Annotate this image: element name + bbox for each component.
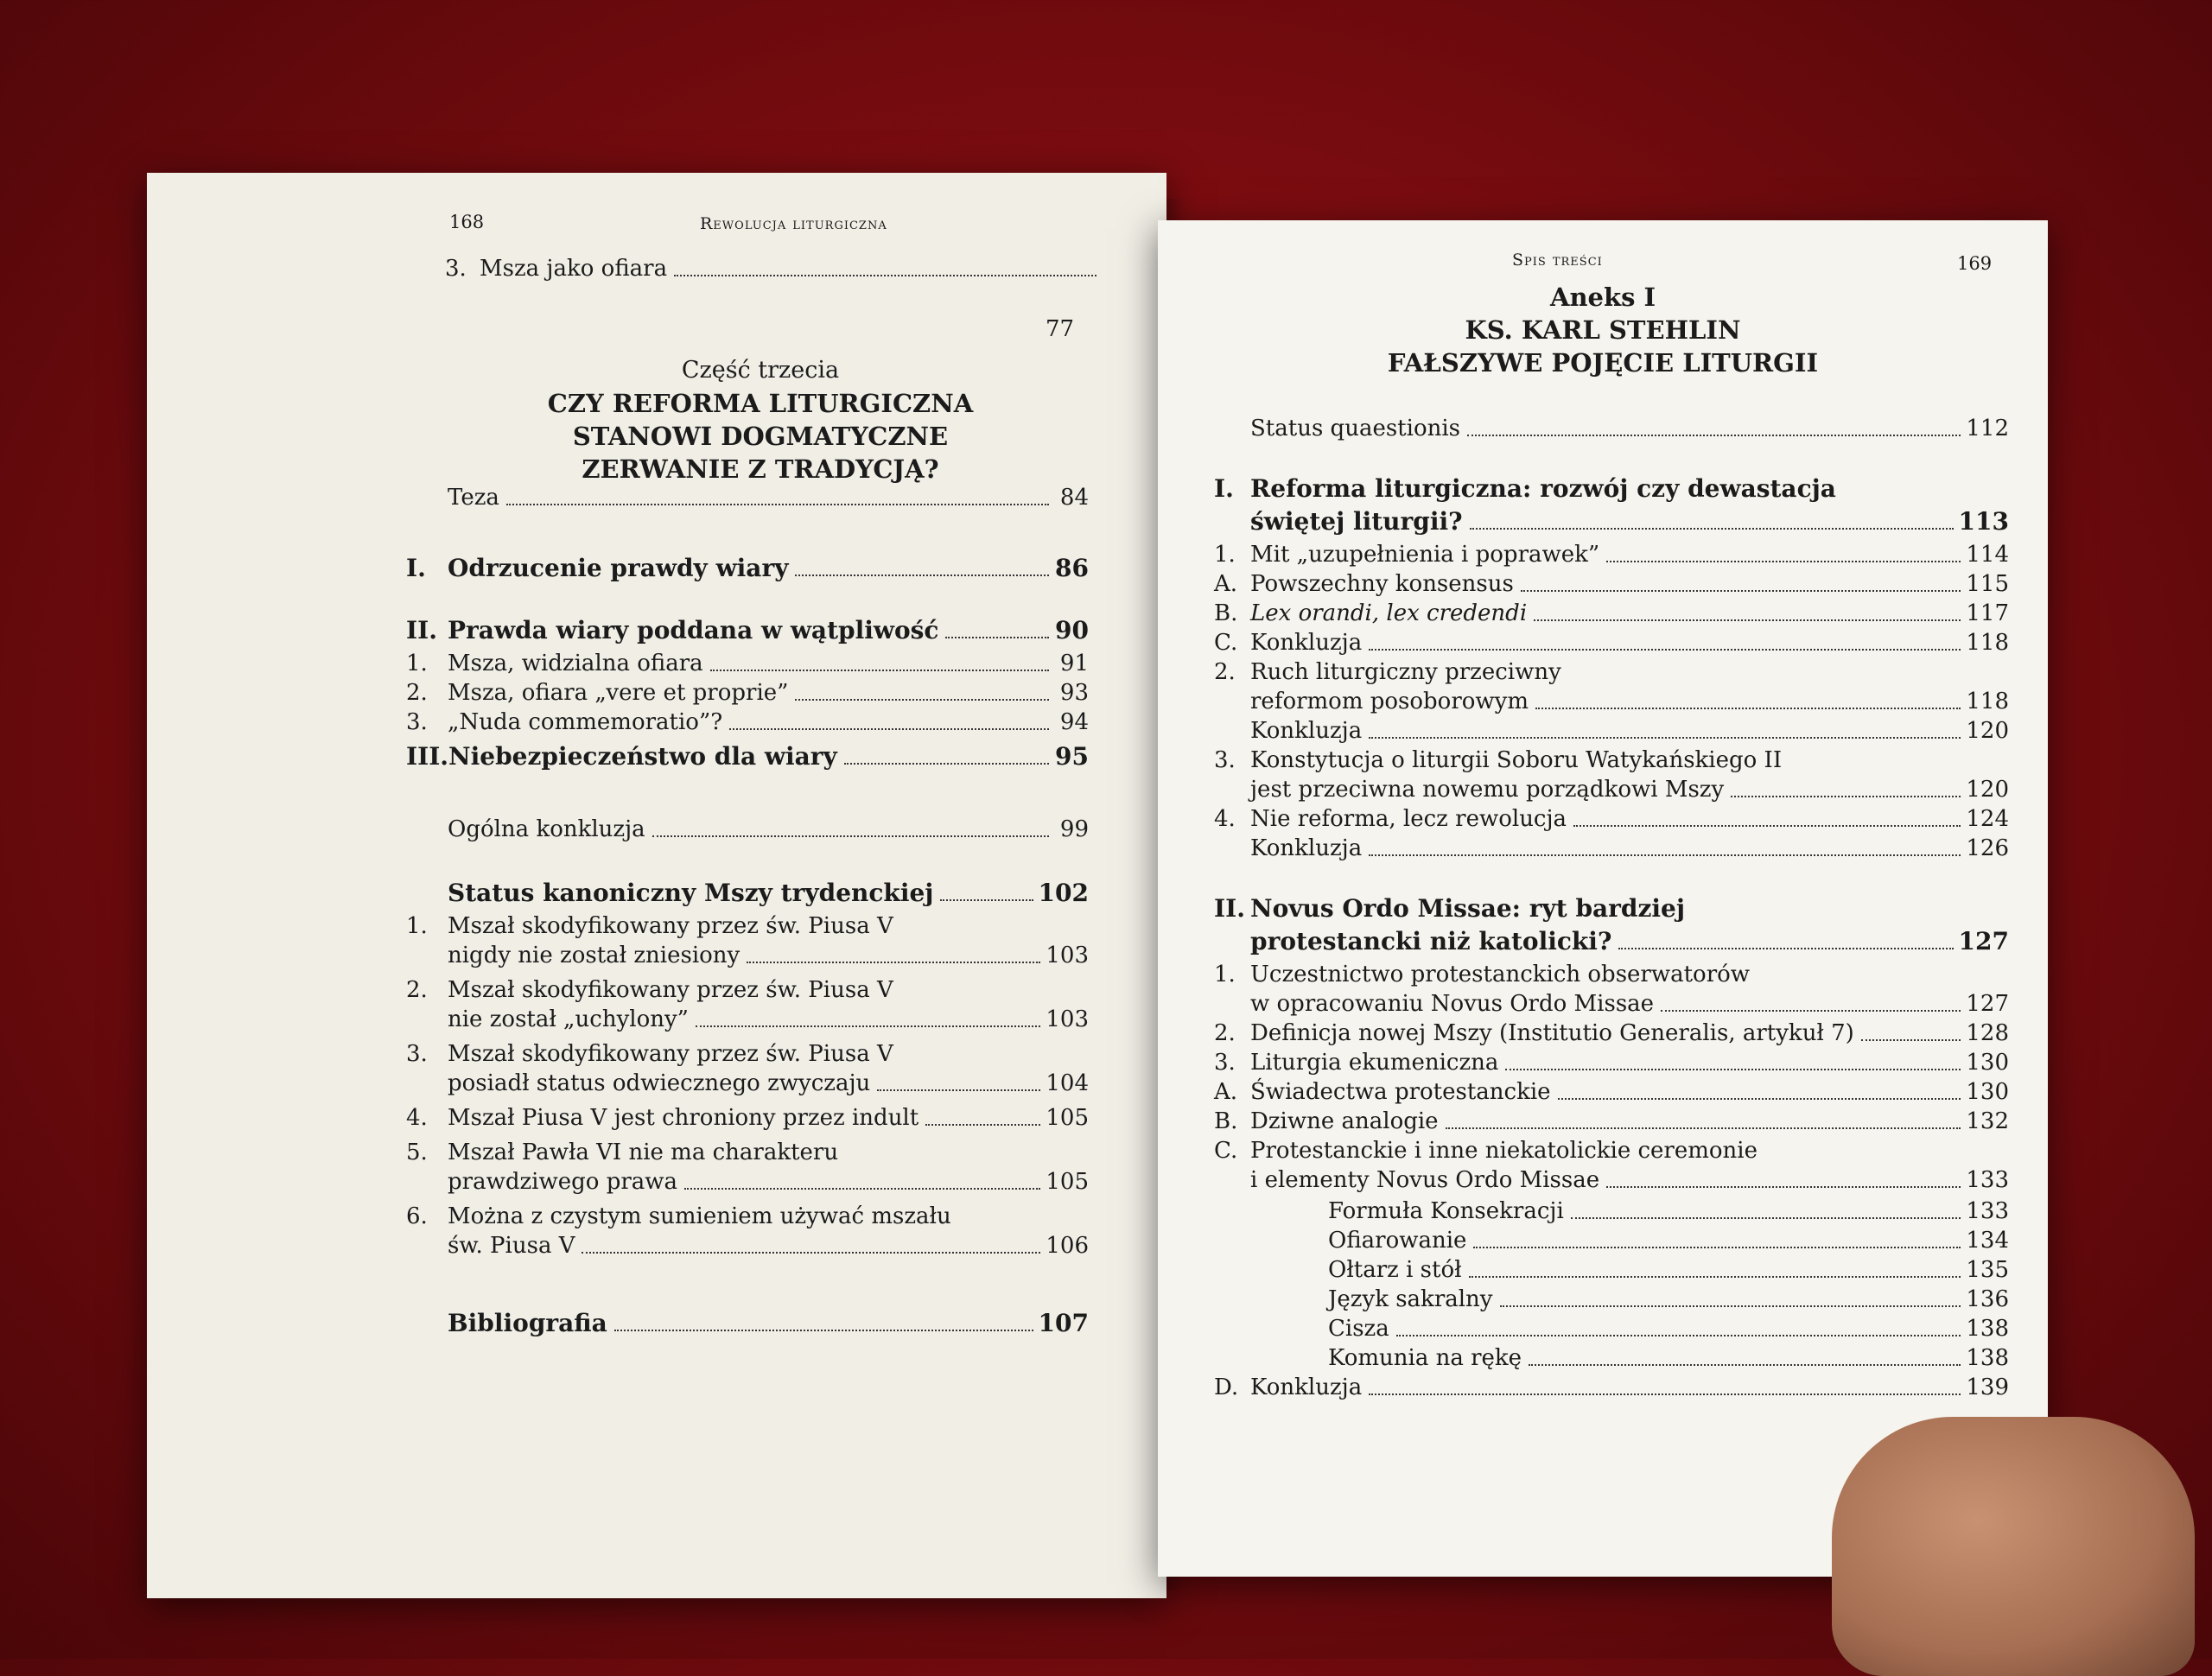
toc-entry-title: Niebezpieczeństwo dla wiary [448, 742, 837, 771]
toc-entry-page: 136 [1966, 1286, 2009, 1312]
toc-entry-title: jest przeciwna nowemu porządkowi Mszy [1250, 777, 1725, 803]
toc-entry-title: Novus Ordo Missae: ryt bardziej [1250, 894, 1685, 923]
toc-entry-page: 118 [1966, 630, 2009, 656]
right-running-head: Spis treści [1512, 251, 1603, 270]
leader-dots [1473, 1247, 1961, 1248]
leader-dots [1469, 1276, 1961, 1278]
toc-entry-number: 3. [406, 1041, 428, 1067]
toc-entry-title: Ruch liturgiczny przeciwny [1250, 659, 1561, 685]
toc-entry-title: Komunia na rękę [1328, 1345, 1522, 1371]
toc-entry[interactable] [1214, 928, 2009, 955]
toc-entry-title: Powszechny konsensus [1250, 571, 1514, 597]
toc-entry-page: 139 [1966, 1374, 2009, 1400]
toc-entry-number: 2. [1214, 659, 1236, 685]
toc-entry[interactable] [1214, 629, 2009, 657]
toc-entry-line [1214, 895, 1685, 923]
toc-entry-page: 133 [1966, 1198, 2009, 1224]
toc-entry-title: Mit „uzupełnienia i poprawek” [1250, 542, 1600, 568]
toc-entry-page: 105 [1046, 1105, 1089, 1131]
leader-dots [1396, 1335, 1961, 1336]
toc-entry[interactable] [1214, 1166, 2009, 1194]
toc-entry-page: 91 [1059, 651, 1089, 676]
toc-entry-line [1214, 746, 1782, 774]
toc-entry[interactable] [1214, 1049, 2009, 1076]
leader-dots [1369, 1393, 1961, 1395]
toc-entry-title: Mszał Piusa V jest chroniony przez indult [448, 1105, 919, 1131]
toc-entry-page: 113 [1958, 507, 2009, 536]
toc-entry[interactable] [406, 879, 1089, 907]
toc-entry[interactable] [1292, 1227, 2009, 1254]
toc-entry-number: II. [1214, 894, 1245, 923]
toc-entry-page: 138 [1966, 1316, 2009, 1342]
toc-entry[interactable] [1214, 990, 2009, 1018]
toc-entry[interactable] [1214, 415, 2009, 442]
toc-entry-line [406, 1139, 838, 1166]
toc-entry-title: Cisza [1328, 1316, 1389, 1342]
toc-entry-title: Ołtarz i stół [1328, 1257, 1462, 1283]
leader-dots [710, 670, 1049, 671]
toc-entry-title: i elementy Novus Ordo Missae [1250, 1167, 1600, 1193]
toc-entry[interactable] [1214, 508, 2009, 536]
toc-entry-page: 135 [1966, 1257, 2009, 1283]
leader-dots [1467, 435, 1961, 436]
leader-dots [729, 728, 1049, 730]
leader-dots [1618, 948, 1953, 949]
leader-dots [747, 962, 1040, 963]
toc-entry-line [1214, 961, 1750, 988]
toc-entry-page: 103 [1046, 943, 1089, 968]
toc-entry-title: Status kanoniczny Mszy trydenckiej [448, 879, 934, 907]
toc-entry-title: Świadectwa protestanckie [1250, 1079, 1551, 1105]
toc-entry[interactable] [1214, 717, 2009, 745]
toc-entry-line [406, 912, 893, 940]
toc-entry[interactable] [406, 484, 1089, 511]
toc-entry[interactable] [406, 1232, 1089, 1260]
toc-entry[interactable] [1214, 1078, 2009, 1106]
toc-entry-title: w opracowaniu Novus Ordo Missae [1250, 991, 1655, 1017]
toc-entry[interactable] [406, 1310, 1089, 1337]
toc-entry-page: 138 [1966, 1345, 2009, 1371]
toc-entry-title: Konkluzja [1250, 1374, 1363, 1400]
right-page [1158, 220, 2048, 1577]
toc-entry-number: 3. [1214, 747, 1236, 773]
toc-entry-title: Protestanckie i inne niekatolickie ceremonie [1250, 1138, 1758, 1164]
toc-entry-title: Konkluzja [1250, 718, 1363, 744]
toc-entry-page: 130 [1966, 1050, 2009, 1076]
toc-entry-title: Status quaestionis [1250, 416, 1461, 441]
toc-entry-title: Mszał Pawła VI nie ma charakteru [448, 1140, 839, 1165]
toc-entry-line [406, 1203, 951, 1230]
toc-entry-title: Bibliografia [448, 1309, 607, 1337]
toc-entry-page: 84 [1059, 485, 1089, 511]
toc-entry-number: 1. [1214, 962, 1236, 987]
leader-dots [1606, 1186, 1961, 1188]
toc-entry[interactable] [406, 942, 1089, 969]
toc-entry-line [406, 1040, 893, 1068]
toc-entry-line [1214, 658, 1561, 686]
leader-dots [1731, 796, 1961, 797]
toc-entry-title: reformom posoborowym [1250, 689, 1529, 714]
toc-entry-number: I. [1214, 474, 1234, 503]
toc-entry[interactable] [406, 743, 1089, 771]
toc-entry-number: III. [406, 742, 449, 771]
toc-entry[interactable] [1214, 570, 2009, 598]
toc-entry-page: 128 [1966, 1020, 2009, 1046]
toc-entry-title: Ofiarowanie [1328, 1228, 1467, 1254]
right-page-number: 169 [1957, 253, 1993, 274]
toc-entry-page: 127 [1966, 991, 2009, 1017]
leader-dots [877, 1089, 1040, 1091]
toc-entry-title: Reforma liturgiczna: rozwój czy dewastacja [1250, 474, 1836, 503]
toc-entry[interactable] [1214, 776, 2009, 803]
toc-entry[interactable] [1214, 805, 2009, 833]
toc-entry-number: C. [1214, 630, 1238, 656]
toc-entry-title: Nie reforma, lecz rewolucja [1250, 806, 1567, 832]
toc-entry-number: 1. [1214, 542, 1236, 568]
toc-entry-number: 6. [406, 1203, 428, 1229]
toc-entry-page: 120 [1966, 718, 2009, 744]
part-heading: Część trzecia CZY REFORMA LITURGICZNA STANOWI DOGMATYCZNE ZERWANIE Z TRADYCJĄ? [547, 357, 974, 484]
toc-entry-page: 93 [1059, 680, 1089, 706]
left-page [147, 173, 1166, 1598]
toc-entry-title: Konkluzja [1250, 630, 1363, 656]
toc-entry-title: Definicja nowej Mszy (Institutio Generalis, artykuł 7) [1250, 1020, 1854, 1046]
toc-entry-title: protestancki niż katolicki? [1250, 927, 1612, 955]
toc-entry-page: 103 [1046, 1006, 1089, 1032]
toc-entry-title: Msza, ofiara „vere et proprie” [448, 680, 789, 706]
toc-entry-page: 99 [1059, 816, 1089, 842]
leader-dots [1535, 708, 1961, 709]
leader-dots [1521, 590, 1961, 592]
toc-entry-title: Msza, widzialna ofiara [448, 651, 703, 676]
toc-entry[interactable] [406, 679, 1089, 707]
toc-entry-title: św. Piusa V [448, 1233, 575, 1259]
toc-entry-title: świętej liturgii? [1250, 507, 1463, 536]
toc-entry-title: Mszał skodyfikowany przez św. Piusa V [448, 977, 893, 1003]
toc-entry-page: 102 [1038, 879, 1089, 907]
toc-entry-number: 1. [406, 913, 428, 939]
toc-entry-title: Konkluzja [1250, 835, 1363, 861]
leader-dots [844, 763, 1049, 765]
toc-entry-line [1214, 1137, 1758, 1165]
toc-entry-number: 2. [1214, 1020, 1236, 1046]
left-page-number: 168 [449, 212, 485, 232]
toc-entry[interactable] [1214, 1108, 2009, 1135]
toc-entry-page: 86 [1055, 554, 1089, 582]
toc-entry-page: 134 [1966, 1228, 2009, 1254]
toc-entry-page: 114 [1966, 542, 2009, 568]
leader-dots [925, 1124, 1040, 1126]
toc-entry-number: 2. [406, 977, 428, 1003]
toc-entry-number: 4. [406, 1105, 428, 1131]
toc-entry-page: 117 [1966, 600, 2009, 626]
toc-entry-number: 2. [406, 680, 428, 706]
toc-entry-title: prawdziwego prawa [448, 1169, 678, 1195]
toc-entry[interactable] [1292, 1344, 2009, 1372]
toc-entry-page: 120 [1966, 777, 2009, 803]
toc-entry[interactable] [406, 1006, 1089, 1033]
toc-entry[interactable] [1214, 835, 2009, 862]
toc-entry-title: Ogólna konkluzja [448, 816, 645, 842]
toc-entry-page: 130 [1966, 1079, 2009, 1105]
toc-entry-title: Teza [448, 485, 499, 511]
toc-entry-number: 1. [406, 651, 428, 676]
toc-entry-number: 3. [406, 709, 428, 735]
toc-entry-page: 106 [1046, 1233, 1089, 1259]
leader-dots [1505, 1069, 1961, 1070]
toc-entry[interactable] [1292, 1256, 2009, 1284]
toc-entry-title: Dziwne analogie [1250, 1108, 1439, 1134]
toc-entry-title: Lex orandi, lex credendi [1250, 600, 1528, 626]
toc-entry-number: II. [406, 616, 437, 644]
annex-heading: Aneks I KS. KARL STEHLIN FAŁSZYWE POJĘCIE LITURGII [1387, 283, 1819, 378]
toc-entry-title: nie został „uchylony” [448, 1006, 689, 1032]
leader-dots [1470, 528, 1954, 530]
toc-entry[interactable] [406, 708, 1089, 736]
toc-entry-page: 107 [1038, 1309, 1089, 1337]
leader-dots [1529, 1364, 1961, 1366]
leader-dots [1534, 619, 1961, 621]
toc-entry-page: 112 [1966, 416, 2009, 441]
toc-entry-title: posiadł status odwiecznego zwyczaju [448, 1070, 871, 1096]
toc-entry[interactable] [406, 650, 1089, 677]
hand-thumb [1832, 1417, 2195, 1676]
toc-entry-title: Odrzucenie prawdy wiary [448, 554, 789, 582]
toc-entry-title: Mszał skodyfikowany przez św. Piusa V [448, 913, 893, 939]
toc-entry-number: A. [1214, 1079, 1238, 1105]
toc-entry-title: „Nuda commemoratio”? [448, 709, 723, 735]
leader-dots [945, 637, 1049, 638]
toc-entry[interactable] [1214, 1374, 2009, 1401]
leader-dots [696, 1025, 1040, 1027]
toc-entry-page: 133 [1966, 1167, 2009, 1193]
toc-entry-number: 4. [1214, 806, 1236, 832]
toc-entry-line [1214, 475, 1836, 503]
leader-dots [1369, 649, 1961, 651]
toc-entry-title: Uczestnictwo protestanckich obserwatorów [1250, 962, 1751, 987]
toc-entry-title: Prawda wiary poddana w wątpliwość [448, 616, 939, 644]
leader-dots [1446, 1127, 1961, 1129]
leader-dots [506, 504, 1049, 505]
toc-entry-title: Można z czystym sumieniem używać mszału [448, 1203, 951, 1229]
leader-dots [1500, 1305, 1961, 1307]
toc-entry-number: B. [1214, 600, 1238, 626]
leader-dots [1573, 825, 1961, 827]
toc-entry-page: 126 [1966, 835, 2009, 861]
toc-entry-page: 132 [1966, 1108, 2009, 1134]
leader-dots [1861, 1039, 1961, 1041]
toc-entry-title: Mszał skodyfikowany przez św. Piusa V [448, 1041, 893, 1067]
toc-entry-number: 3. [1214, 1050, 1236, 1076]
toc-entry-page: 94 [1059, 709, 1089, 735]
leader-dots [582, 1252, 1040, 1254]
toc-entry[interactable]: 3. Msza jako ofiara [445, 255, 1102, 283]
toc-entry[interactable] [1214, 541, 2009, 568]
toc-entry-page: 95 [1055, 742, 1089, 771]
leader-dots [1571, 1217, 1961, 1219]
toc-entry[interactable] [406, 1168, 1089, 1196]
toc-entry-page: 118 [1966, 689, 2009, 714]
toc-entry-page: 115 [1966, 571, 2009, 597]
leader-dots [1661, 1010, 1961, 1012]
toc-entry-title: Liturgia ekumeniczna [1250, 1050, 1499, 1076]
toc-entry-number: C. [1214, 1138, 1238, 1164]
toc-entry[interactable] [1292, 1315, 2009, 1343]
toc-page: 77 [1046, 316, 1075, 342]
toc-entry-page: 90 [1055, 616, 1089, 644]
toc-entry-page: 124 [1966, 806, 2009, 832]
toc-entry-number: 5. [406, 1140, 428, 1165]
leader-dots [652, 835, 1049, 837]
toc-entry-title: Formuła Konsekracji [1328, 1198, 1564, 1224]
toc-entry[interactable] [1292, 1197, 2009, 1225]
toc-entry-line [406, 976, 893, 1004]
leader-dots [1606, 561, 1961, 562]
toc-entry[interactable] [406, 816, 1089, 843]
leader-dots [1369, 854, 1961, 856]
toc-entry[interactable] [406, 1104, 1089, 1132]
toc-entry[interactable] [1214, 1019, 2009, 1047]
leader-dots [1558, 1098, 1961, 1100]
toc-entry-title: Język sakralny [1328, 1286, 1493, 1312]
toc-entry-number: I. [406, 554, 426, 582]
toc-entry-page: 105 [1046, 1169, 1089, 1195]
toc-entry-page: 104 [1046, 1070, 1089, 1096]
leader-dots [940, 899, 1033, 901]
leader-dots [795, 699, 1049, 701]
toc-entry-number: D. [1214, 1374, 1239, 1400]
toc-entry-number: A. [1214, 571, 1238, 597]
toc-entry-number: B. [1214, 1108, 1238, 1134]
toc-entry[interactable] [406, 617, 1089, 644]
leader-dots [684, 1188, 1040, 1190]
toc-entry[interactable] [406, 555, 1089, 582]
toc-entry[interactable] [1214, 688, 2009, 715]
left-running-head: Rewolucja liturgiczna [700, 214, 887, 233]
toc-entry[interactable] [406, 1070, 1089, 1097]
toc-entry[interactable] [1214, 600, 2009, 627]
toc-entry-title: Konstytucja o liturgii Soboru Watykańskiego II [1250, 747, 1783, 773]
leader-dots [1369, 737, 1961, 739]
leader-dots [795, 575, 1049, 576]
toc-entry-page: 127 [1958, 927, 2009, 955]
toc-entry-title: nigdy nie został zniesiony [448, 943, 741, 968]
leader-dots [614, 1330, 1033, 1331]
toc-entry[interactable] [1292, 1286, 2009, 1313]
